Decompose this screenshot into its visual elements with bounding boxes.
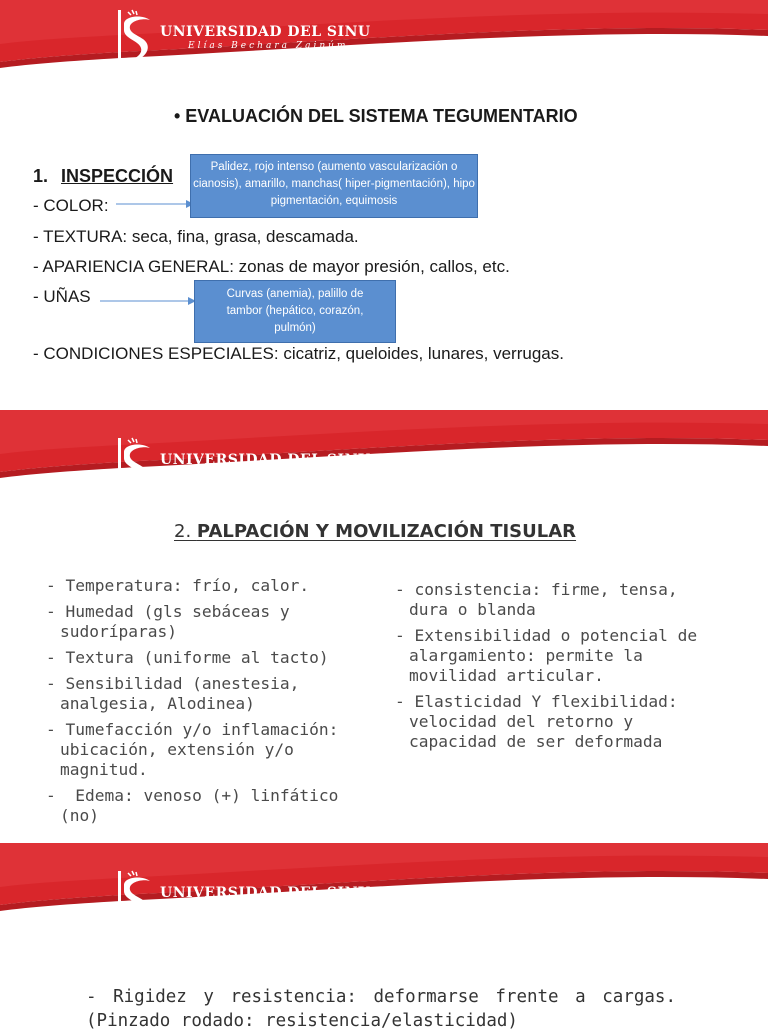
slide-2-title [174,521,576,542]
slide-1 [0,0,768,408]
university-logo [112,867,382,933]
callout-nails: Curvas (anemia), palillo de tambor (hepático, corazón, pulmón) [194,280,396,343]
list-item: - Elasticidad Y flexibilidad: velocidad del retorno y capacidad de ser deformada [395,692,688,751]
university-subtitle: Elías Bechara Zainúm [188,469,349,479]
header-banner [0,0,768,80]
university-name: UNIVERSIDAD DEL SINU [160,452,371,468]
crest-icon [112,434,162,500]
title-text: PALPACIÓN Y MOVILIZACIÓN TISULAR [196,521,577,542]
list-item: - Tumefacción y/o inflamación: ubicación, extensión y/o magnitud. [46,720,349,779]
list-item: - Textura (uniforme al tacto) [46,648,329,667]
university-logo [112,6,382,72]
line-texture: - TEXTURA: seca, fina, grasa, descamada. [33,227,359,246]
callout-color: Palidez, rojo intenso (aumento vascularización o cianosis), amarillo, manchas( hiper-pigmentación), hipo pigmentación, equimosis [190,154,478,218]
list-item: - consistencia: firme, tensa, dura o blanda [395,580,688,619]
right-list [395,580,725,758]
left-list [46,576,376,832]
line-color: - COLOR: [33,196,109,215]
crest-icon [112,6,162,72]
list-item: - Temperatura: frío, calor. [46,576,310,595]
arrow-color [116,198,196,210]
text-line-1: - Rigidez y resistencia: deformarse frente a cargas. [86,987,676,1007]
line-appearance: - APARIENCIA GENERAL: zonas de mayor presión, callos, etc. [33,257,510,276]
logo-text [160,452,371,488]
line-special-conditions: - CONDICIONES ESPECIALES: cicatriz, queloides, lunares, verrugas. [33,344,564,363]
header-banner [0,410,768,490]
title-number: 2. [174,521,197,542]
university-subtitle: Elías Bechara Zainúm [188,902,349,912]
university-logo [112,434,382,500]
university-founded: Fundada en 1974 [236,52,294,60]
slide-1-title: • EVALUACIÓN DEL SISTEMA TEGUMENTARIO [174,106,578,126]
list-item: - Sensibilidad (anestesia, analgesia, Alodinea) [46,674,310,713]
slide-3-text [86,985,676,1033]
crest-icon [112,867,162,933]
logo-text [160,885,371,921]
university-name: UNIVERSIDAD DEL SINU [160,24,371,40]
heading-number: 1. [33,166,49,186]
list-item: - Edema: venoso (+) linfático (no) [46,786,349,825]
list-item: - Extensibilidad o potencial de alargamiento: permite la movilidad articular. [395,626,707,685]
line-nails: - UÑAS [33,287,91,306]
arrow-nails [100,295,200,307]
university-founded: Fundada en 1974 [236,480,294,488]
list-item: - Humedad (gls sebáceas y sudoríparas) [46,602,300,641]
university-name: UNIVERSIDAD DEL SINU [160,885,371,901]
section-heading [33,166,173,187]
text-line-2: (Pinzado rodado: resistencia/elasticidad) [86,1011,518,1031]
university-founded: Fundada en 1974 [236,913,294,921]
heading-text: INSPECCIÓN [61,166,174,186]
logo-text [160,24,371,60]
header-banner [0,843,768,923]
university-subtitle: Elías Bechara Zainúm [188,41,349,51]
